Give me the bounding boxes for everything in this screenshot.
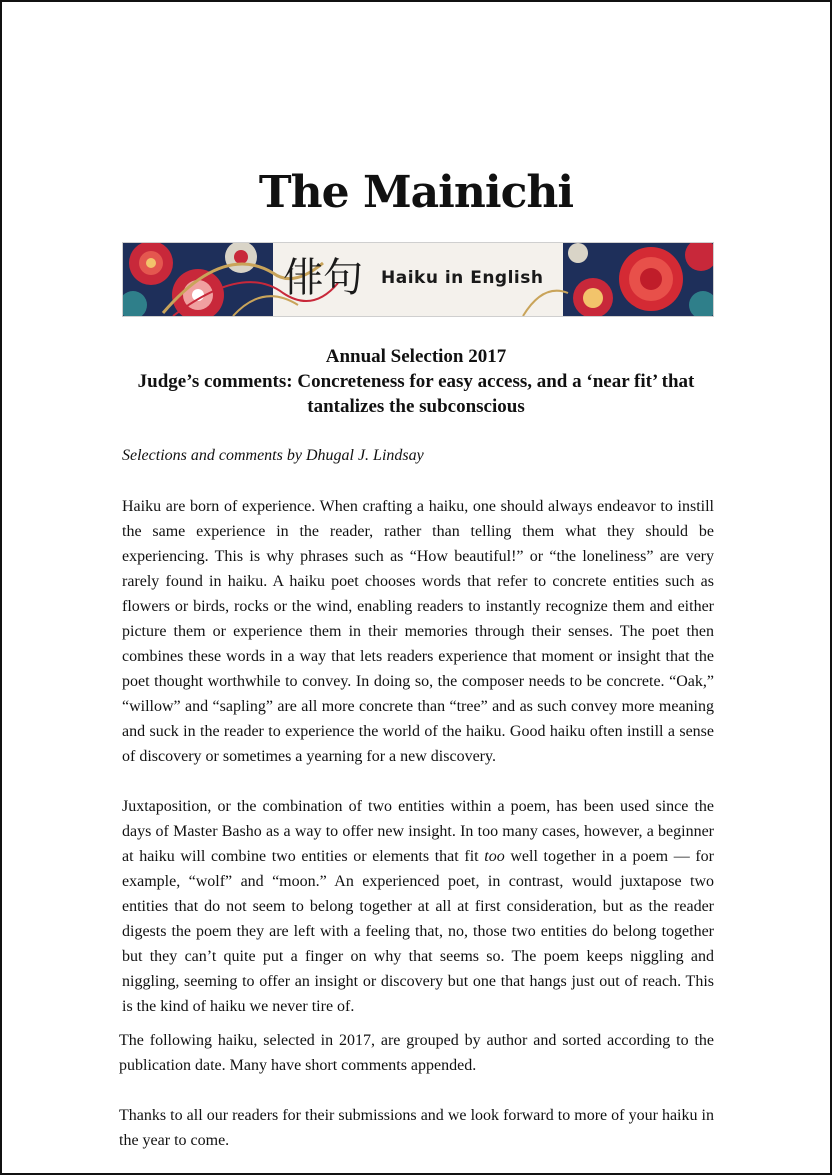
- paragraph-4: Thanks to all our readers for their submissions and we look forward to more of your haiku in the year to come.: [119, 1107, 714, 1149]
- article-heading: [2, 344, 830, 419]
- heading-line-1: Annual Selection 2017: [325, 346, 507, 367]
- byline: Selections and comments by Dhugal J. Lindsay: [122, 447, 424, 464]
- haiku-banner: [122, 242, 714, 317]
- heading-line-2: Judge’s comments: Concreteness for easy access, and a ‘near fit’ that tantalizes the subconscious: [137, 371, 695, 417]
- banner-title: Haiku in English: [381, 268, 544, 288]
- paragraph-3: The following haiku, selected in 2017, are grouped by author and sorted according to the publication date. Many have short comments appended.: [119, 1032, 714, 1074]
- paragraph-2-part-1: Juxtaposition, or the combination of two entities within a poem, has been used since the days of Master Basho as a way to offer new insight. In too many cases, however, a beginner at haiku will combine two entities or elements that fit: [122, 798, 714, 865]
- paragraph-1: Haiku are born of experience. When crafting a haiku, one should always endeavor to instill the same experience in the reader, rather than telling them what they should be experiencing. This is why phrases such as “How beautiful!” or “the loneliness” are very rarely found in haiku. A haiku poet chooses words that refer to concrete entities such as flowers or birds, rocks or the wind, enabling readers to instantly recognize them and either picture them or experience them in their memories through their senses. The poet then combines these words in a way that lets readers experience that moment or insight that the poet thought worthwhile to convey. In doing so, the composer needs to be concrete. “Oak,” “willow” and “sapling” are all more concrete than “tree” and as such convey more meaning and suck in the reader to experience the world of the haiku. Good haiku often instill a sense of discovery or sometimes a yearning for a new discovery.: [122, 498, 714, 765]
- paragraph-2: [122, 794, 714, 1019]
- paragraph-2-emphasis: too: [484, 848, 505, 865]
- masthead-logo: The Mainichi: [258, 167, 574, 218]
- banner-kanji: 俳句: [283, 255, 363, 301]
- paragraph-2-part-2: well together in a poem — for example, “wolf” and “moon.” An experienced poet, in contrast, would juxtapose two entities that do not seem to belong together at all at first consideration, but as the reader digests the poem they are left with a feeling that, no, those two entities do belong together but they can’t quite put a finger on why that seems so. The poem keeps niggling and niggling, seeming to offer an insight or discovery but one that hangs just out of reach. This is the kind of haiku we never tire of.: [122, 848, 715, 1015]
